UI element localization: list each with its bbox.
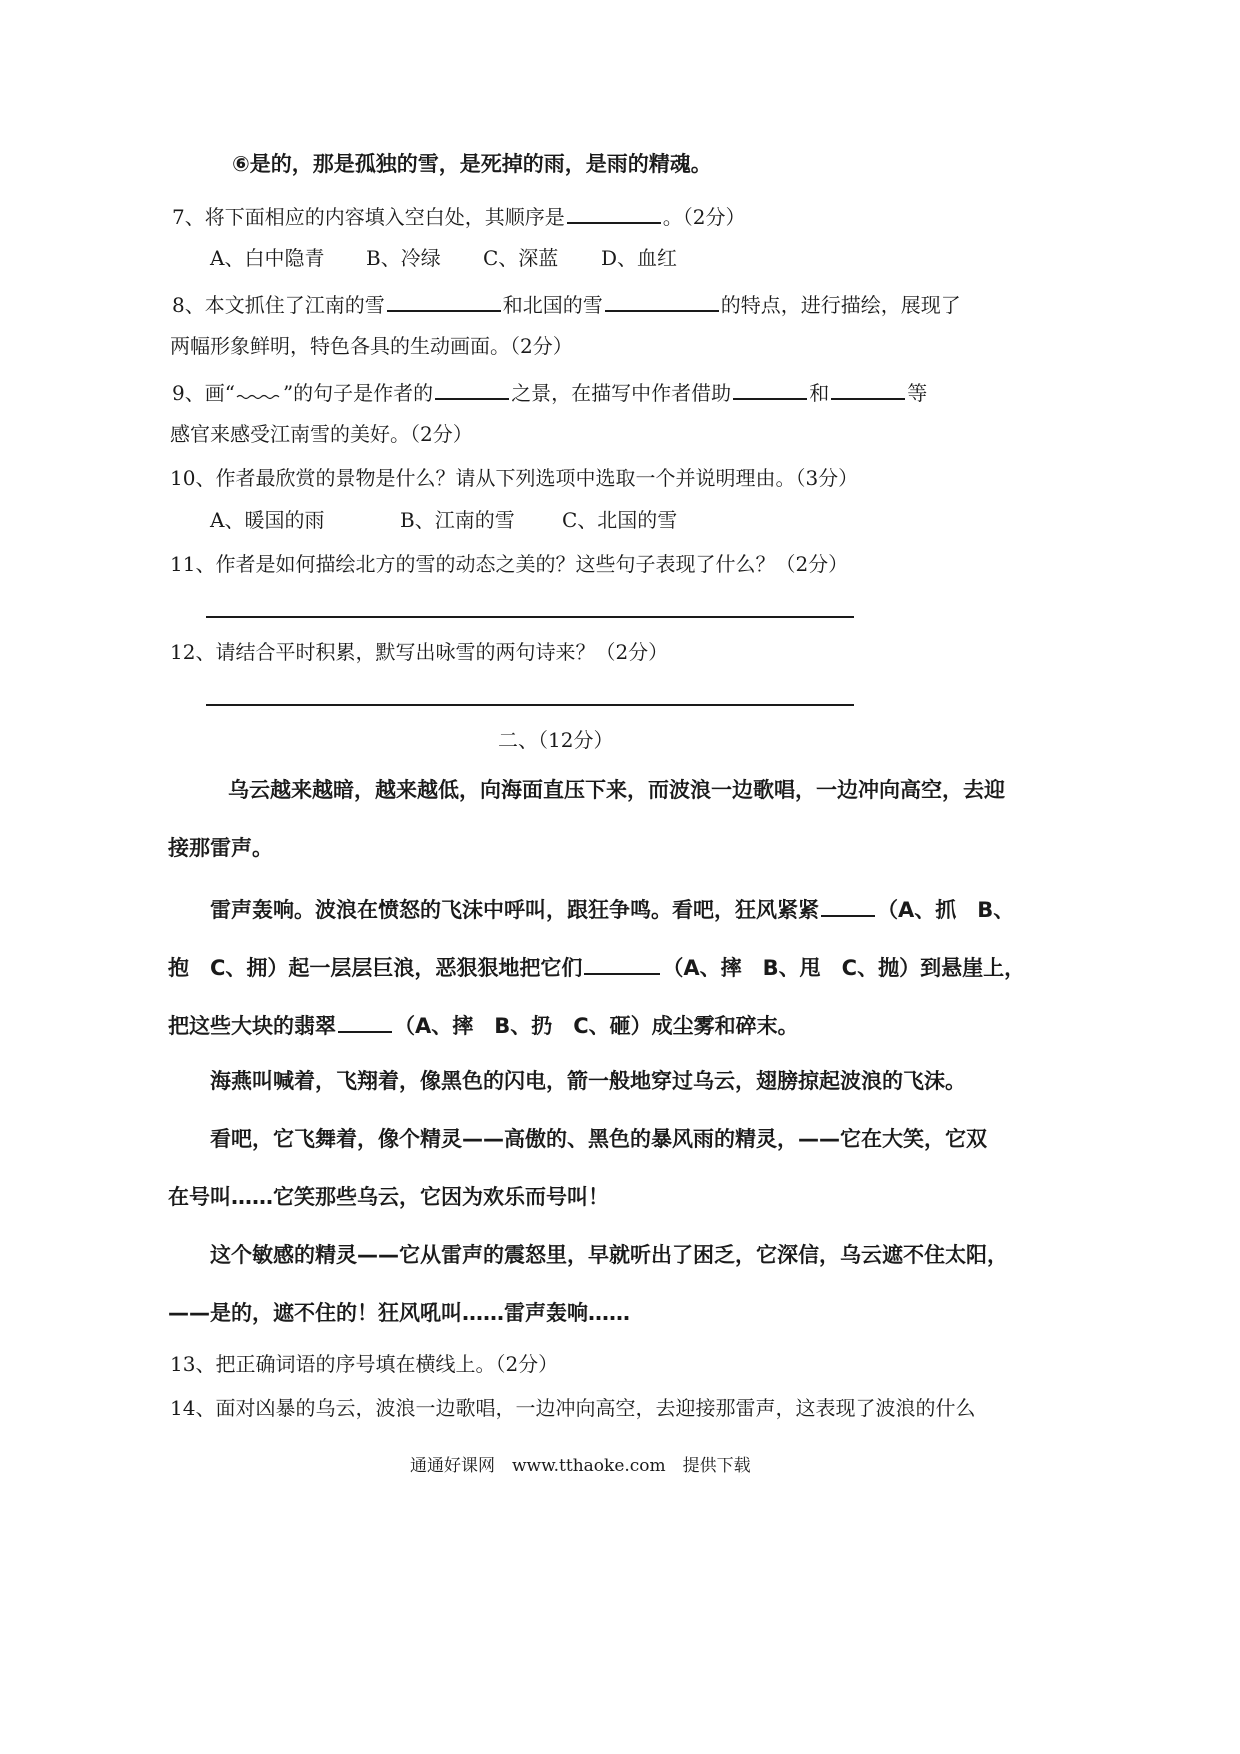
q9-blank-1[interactable] bbox=[435, 376, 509, 400]
passage2-p2-line1-text: 雷声轰响。波浪在愤怒的飞沫中呼叫，跟狂争鸣。看吧，狂风紧紧 bbox=[210, 898, 819, 922]
q10-option-c: C、北国的雪 bbox=[562, 508, 678, 532]
question-13: 13、把正确词语的序号填在横线上。（2分） bbox=[170, 1352, 559, 1376]
q7-option-b: B、冷绿 bbox=[366, 246, 441, 270]
q7-options bbox=[210, 244, 677, 272]
passage2-p3: 海燕叫喊着，飞翔着，像黑色的闪电，箭一般地穿过乌云，翅膀掠起波浪的飞沫。 bbox=[210, 1069, 966, 1093]
q9-line-2: 感官来感受江南雪的美好。（2分） bbox=[170, 422, 473, 446]
question-14: 14、面对凶暴的乌云，波浪一边歌唱，一边冲向高空，去迎接那雷声，这表现了波浪的什么 bbox=[170, 1396, 976, 1420]
q10-option-b: B、江南的雪 bbox=[400, 508, 515, 532]
question-11: 11、作者是如何描绘北方的雪的动态之美的？这些句子表现了什么？（2分） bbox=[170, 552, 849, 576]
passage2-p5-line1: 这个敏感的精灵——它从雷声的震怒里，早就听出了困乏，它深信，乌云遮不住太阳， bbox=[210, 1243, 1008, 1267]
passage2-p4-line2: 在号叫……它笑那些乌云，它因为欢乐而号叫！ bbox=[168, 1185, 609, 1209]
q8-blank-2[interactable] bbox=[605, 288, 719, 312]
q8-blank-1[interactable] bbox=[387, 288, 501, 312]
question-9 bbox=[172, 376, 927, 407]
q10-options bbox=[210, 506, 677, 534]
passage2-p2-line3-choices: （A、摔 B、扔 C、砸）成尘雾和碎末。 bbox=[394, 1014, 799, 1038]
q9-text-e: 等 bbox=[907, 381, 928, 405]
q8-text-mid: 和北国的雪 bbox=[502, 293, 603, 317]
footer-credit: 通通好课网 www.tthaoke.com 提供下载 bbox=[410, 1456, 751, 1476]
question-10: 10、作者最欣赏的景物是什么？请从下列选项中选取一个并说明理由。（3分） bbox=[170, 466, 859, 490]
passage2-p2-line3-text: 把这些大块的翡翠 bbox=[168, 1014, 336, 1038]
passage2-p4-line1: 看吧，它飞舞着，像个精灵——高傲的、黑色的暴风雨的精灵，——它在大笑，它双 bbox=[210, 1127, 987, 1151]
passage2-p1-line1: 乌云越来越暗，越来越低，向海面直压下来，而波浪一边歌唱，一边冲向高空，去迎 bbox=[228, 778, 1005, 802]
passage2-p2-line2-choices: （A、摔 B、甩 C、抛）到悬崖上， bbox=[662, 956, 1026, 980]
q9-text-d: 和 bbox=[809, 381, 830, 405]
blank-word-3[interactable] bbox=[338, 1009, 392, 1033]
passage2-p2-line3 bbox=[168, 1009, 799, 1040]
q11-answer-line[interactable] bbox=[206, 616, 854, 618]
question-12: 12、请结合平时积累，默写出咏雪的两句诗来？（2分） bbox=[170, 640, 669, 664]
q7-option-a: A、白中隐青 bbox=[210, 246, 325, 270]
q12-answer-line[interactable] bbox=[206, 704, 854, 706]
q7-text-pre: 7、将下面相应的内容填入空白处，其顺序是 bbox=[172, 205, 565, 229]
blank-word-2[interactable] bbox=[584, 951, 660, 975]
q7-text-post: 。（2分） bbox=[662, 205, 746, 229]
passage2-p1-line2: 接那雷声。 bbox=[168, 836, 273, 860]
passage2-p2-line1 bbox=[210, 893, 1014, 924]
q7-option-d: D、血红 bbox=[601, 246, 678, 270]
q7-answer-blank[interactable] bbox=[567, 200, 661, 224]
q8-text-post: 的特点，进行描绘，展现了 bbox=[720, 293, 961, 317]
passage2-p2-line1-choices: （A、抓 B、 bbox=[877, 898, 1015, 922]
passage2-p2-line2 bbox=[168, 951, 1025, 982]
q9-text-b: ”的句子是作者的 bbox=[282, 381, 434, 405]
passage1-last-line: ⑥是的，那是孤独的雪，是死掉的雨，是雨的精魂。 bbox=[232, 152, 712, 176]
q10-option-a: A、暖国的雨 bbox=[210, 508, 325, 532]
blank-word-1[interactable] bbox=[821, 893, 875, 917]
q8-line-2: 两幅形象鲜明，特色各具的生动画面。（2分） bbox=[170, 334, 573, 358]
q7-option-c: C、深蓝 bbox=[483, 246, 559, 270]
section-2-title: 二、（12分） bbox=[498, 728, 614, 752]
wavy-underline-icon bbox=[235, 380, 283, 400]
q9-text-a: 9、画“ bbox=[172, 381, 235, 405]
question-8 bbox=[172, 288, 961, 319]
passage2-p2-line2-text: 抱 C、拥）起一层层巨浪，恶狠狠地把它们 bbox=[168, 956, 583, 980]
q8-text-pre: 8、本文抓住了江南的雪 bbox=[172, 293, 385, 317]
passage2-p5-line2: ——是的，遮不住的！狂风吼叫……雷声轰响…… bbox=[168, 1301, 630, 1325]
question-7 bbox=[172, 200, 745, 231]
q9-blank-3[interactable] bbox=[831, 376, 905, 400]
q9-blank-2[interactable] bbox=[733, 376, 807, 400]
q9-text-c: 之景，在描写中作者借助 bbox=[511, 381, 732, 405]
